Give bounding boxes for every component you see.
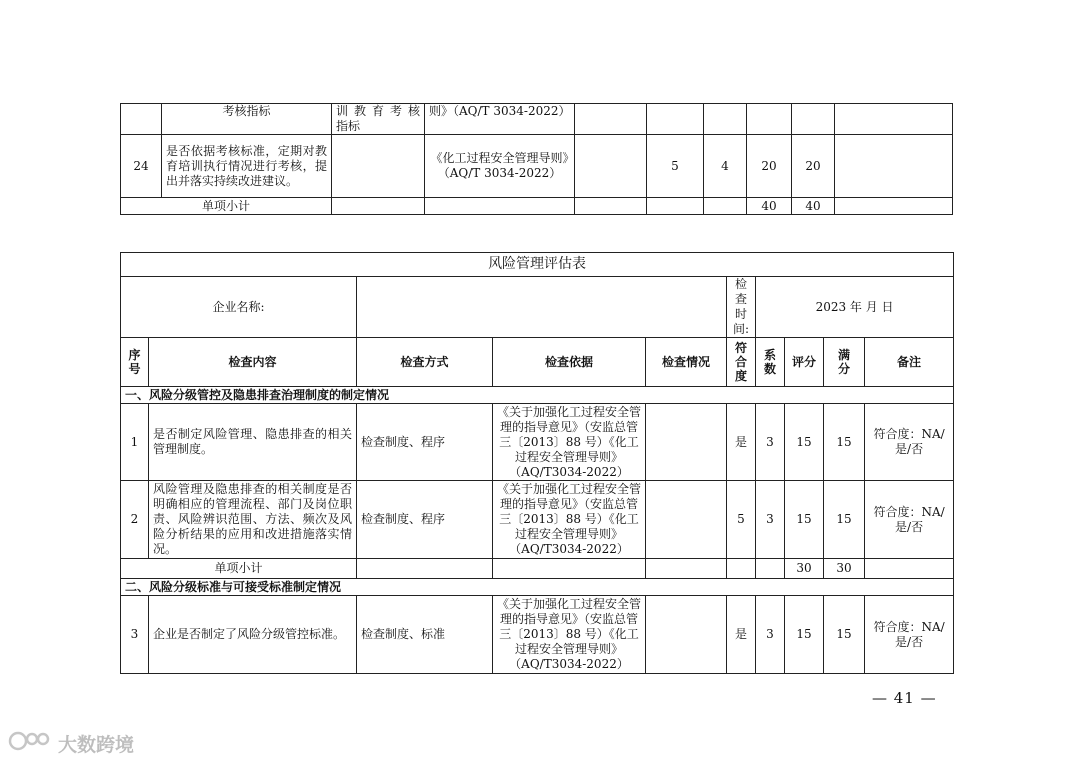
coef-cell: 3 [756,481,785,559]
previous-table-continuation [120,103,953,215]
table-row [121,596,954,674]
method-cell: 训 教 育 考 核 指标 [332,104,425,135]
col-header-no: 序号 [121,338,149,387]
status-cell [646,404,727,481]
note-cell: 符合度：NA/是/否 [865,481,954,559]
col-header-conform: 符合度 [727,338,756,387]
full-score-cell: 15 [824,481,865,559]
header-info-row [121,277,954,338]
risk-assessment-table [120,252,954,674]
basis-cell: 《关于加强化工过程安全管理的指导意见》（安监总管三〔2013〕88 号）《化工过程安全管理导则》（AQ/T3034-2022） [493,404,646,481]
title-row [121,253,954,277]
section-heading: 二、风险分级标准与可接受标准制定情况 [121,579,954,596]
status-cell [646,481,727,559]
score-cell: 15 [785,596,824,674]
row-number: 2 [121,481,149,559]
status-cell [575,135,647,198]
content-cell: 风险管理及隐患排查的相关制度是否明确相应的管理流程、部门及岗位职责、风险辨识范围、方法、频次及风险分析结果的应用和改进措施落实情况。 [149,481,357,559]
watermark-logo-icon [8,729,52,757]
col-header-full: 满分 [824,338,865,387]
table-row [121,404,954,481]
basis-cell: 《化工过程安全管理导则》（AQ/T 3034-2022） [425,135,575,198]
content-cell: 是否依据考核标准，定期对教育培训执行情况进行考核，提出并落实持续改进建议。 [162,135,332,198]
col-header-score: 评分 [785,338,824,387]
coef-cell: 3 [756,596,785,674]
table-title: 风险管理评估表 [121,253,954,277]
note-cell: 符合度：NA/是/否 [865,404,954,481]
status-cell [646,596,727,674]
coef-cell: 4 [704,135,747,198]
table-row [121,135,953,198]
content-cell: 企业是否制定了风险分级管控标准。 [149,596,357,674]
method-cell: 检查制度、标准 [357,596,493,674]
method-cell: 检查制度、程序 [357,481,493,559]
table-row [121,104,953,135]
full-score-cell: 15 [824,404,865,481]
conform-cell: 5 [647,135,704,198]
row-number: 1 [121,404,149,481]
subtotal-label: 单项小计 [121,559,357,579]
row-number: 24 [121,135,162,198]
content-cell: 考核指标 [162,104,332,135]
score-cell: 20 [747,135,792,198]
basis-cell: 则》（AQ/T 3034-2022） [425,104,575,135]
col-header-coef: 系数 [756,338,785,387]
conform-cell: 是 [727,404,756,481]
content-cell: 是否制定风险管理、隐患排查的相关管理制度。 [149,404,357,481]
col-header-status: 检查情况 [646,338,727,387]
watermark-text: 大数跨境 [58,733,135,756]
full-score-cell: 20 [792,135,835,198]
company-value [357,277,727,338]
basis-cell: 《关于加强化工过程安全管理的指导意见》（安监总管三〔2013〕88 号）《化工过程安全管理导则》（AQ/T3034-2022） [493,481,646,559]
check-time-value: 2023 年 月 日 [756,277,954,338]
subtotal-full: 30 [824,559,865,579]
conform-cell: 5 [727,481,756,559]
col-header-note: 备注 [865,338,954,387]
coef-cell: 3 [756,404,785,481]
table-row [121,481,954,559]
col-header-method: 检查方式 [357,338,493,387]
company-label: 企业名称: [121,277,357,338]
column-header-row [121,338,954,387]
score-cell: 15 [785,481,824,559]
check-time-label: 检查时间: [727,277,756,338]
section-row [121,387,954,404]
section-heading: 一、风险分级管控及隐患排查治理制度的制定情况 [121,387,954,404]
section-row [121,579,954,596]
watermark [8,729,148,757]
subtotal-row [121,559,954,579]
subtotal-full: 40 [792,198,835,215]
score-cell: 15 [785,404,824,481]
method-cell: 检查制度、程序 [357,404,493,481]
note-cell: 符合度：NA/是/否 [865,596,954,674]
subtotal-row [121,198,953,215]
col-header-basis: 检查依据 [493,338,646,387]
col-header-content: 检查内容 [149,338,357,387]
row-number: 3 [121,596,149,674]
basis-cell: 《关于加强化工过程安全管理的指导意见》（安监总管三〔2013〕88 号）《化工过程安全管理导则》（AQ/T3034-2022） [493,596,646,674]
subtotal-label: 单项小计 [121,198,332,215]
method-cell [332,135,425,198]
page-number: — 41 — [872,689,937,707]
subtotal-score: 40 [747,198,792,215]
subtotal-score: 30 [785,559,824,579]
full-score-cell: 15 [824,596,865,674]
conform-cell: 是 [727,596,756,674]
